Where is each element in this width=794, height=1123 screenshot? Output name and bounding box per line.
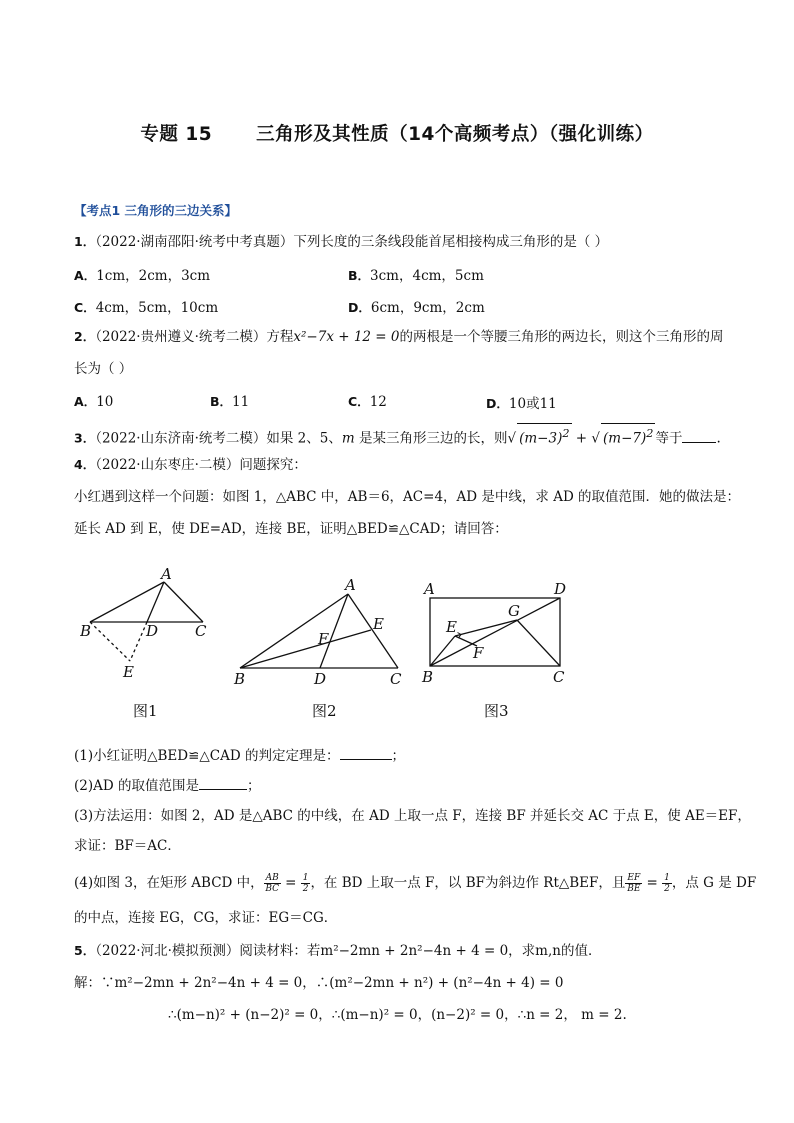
fig3-label-f: F [473, 644, 484, 662]
fig1-label-c: C [195, 622, 207, 640]
fig3-label-d: D [554, 580, 567, 598]
fig3-label-g: G [508, 602, 520, 620]
fig1-label-a: A [161, 565, 172, 583]
segment-de [130, 622, 147, 661]
question-5-solution-line1: 解：∵m²−2mn + 2n²−4n + 4 = 0，∴(m²−2mn + n²) + (n²−4n + 4) = 0 [74, 975, 564, 991]
segment-eg [455, 620, 517, 636]
fig1-label-b: B [80, 622, 92, 640]
title-text: 三角形及其性质（14个高频考点）（强化训练） [256, 124, 654, 145]
segment-ab [90, 582, 164, 622]
caption-figure-1: 图1 [133, 702, 158, 720]
answer-blank[interactable] [682, 428, 716, 443]
fig2-label-b: B [234, 670, 246, 688]
fig2-label-c: C [390, 670, 402, 688]
figure-2 [230, 572, 410, 692]
caption-figure-2: 图2 [312, 702, 337, 720]
question-4-part1: (1)小红证明△BED≌△CAD 的判定定理是： ； [74, 745, 405, 766]
question-4-part4: (4)如图 3，在矩形 ABCD 中， $\frac{AB}{BC}$ = $\frac{1}{2}$ ，在 BD 上取一点 F，以 BF为斜边作 Rt△BEF，且 $\frac{EF}{BE}$ = $\frac{1}{2}$ ，点 G 是 DF [74, 873, 757, 894]
question-1: 1．（2022·湖南邵阳·统考中考真题）下列长度的三条线段能首尾相接构成三角形的是（ ） [74, 234, 609, 250]
figure-3 [420, 580, 580, 692]
segment-ab [240, 594, 348, 668]
question-4-part3: (3)方法运用：如图 2，AD 是△ABC 的中线，在 AD 上取一点 F，连接 BF 并延长交 AC 于点 E，使 AE＝EF， [74, 808, 751, 824]
fig3-label-e: E [446, 618, 457, 636]
question-5: 5．（2022·河北·模拟预测）阅读材料：若m²−2mn + 2n²−4n + 4 = 0，求m,n的值． [74, 943, 602, 959]
question-4: 4．（2022·山东枣庄·二模）问题探究： [74, 457, 307, 473]
fig3-label-a: A [424, 580, 435, 598]
fig1-label-d: D [146, 622, 159, 640]
caption-figure-3: 图3 [484, 702, 509, 720]
segment-be [430, 636, 455, 666]
question-2-line2: 长为（ ） [74, 361, 133, 377]
segment-be [240, 630, 371, 668]
fig3-label-c: C [553, 668, 565, 686]
segment-ad [147, 582, 164, 622]
page-title [0, 120, 794, 146]
fig3-label-b: B [422, 668, 434, 686]
segment-ac [164, 582, 203, 622]
question-4-part4-line2: 的中点，连接 EG，CG，求证：EG＝CG． [74, 910, 338, 926]
fig2-label-f: F [318, 630, 329, 648]
figure-1 [80, 565, 220, 685]
q2-option-b: B．11 [210, 394, 250, 410]
question-3: 3．（2022·山东济南·统考二模）如果 2、5、m 是某三角形三边的长，则√ $(m-3)^2$ + √ $(m-7)^2$ 等于 . [74, 423, 721, 449]
fig1-label-e: E [123, 663, 134, 681]
q1-option-b: B．3cm，4cm，5cm [348, 268, 484, 284]
q2-option-a: A．10 [74, 394, 114, 410]
q1-option-a: A．1cm，2cm，3cm [74, 268, 211, 284]
fig2-label-d: D [314, 670, 327, 688]
q1-option-c: C．4cm，5cm，10cm [74, 300, 219, 316]
answer-blank[interactable] [340, 745, 392, 760]
title-number: 专题 15 [140, 124, 213, 145]
answer-blank[interactable] [199, 775, 247, 790]
q2-option-c: C．12 [348, 394, 387, 410]
question-2: 2．（2022·贵州遵义·统考二模）方程x²−7x + 12 = 0的两根是一个等腰三角形的两边长，则这个三角形的周 [74, 329, 724, 345]
question-4-part3-line2: 求证：BF＝AC． [74, 838, 181, 854]
topic-heading: 【考点1 三角形的三边关系】 [74, 203, 238, 218]
fig2-label-a: A [345, 576, 356, 594]
fig2-label-e: E [373, 615, 384, 633]
question-5-solution-line2: ∴(m−n)² + (n−2)² = 0，∴(m−n)² = 0，(n−2)² = 0，∴n = 2， m = 2. [168, 1007, 627, 1023]
question-4-part2: (2)AD 的取值范围是 ； [74, 775, 261, 796]
q2-option-d: D．10或11 [486, 396, 557, 412]
q1-option-d: D．6cm，9cm，2cm [348, 300, 485, 316]
question-4-para1: 小红遇到这样一个问题：如图 1，△ABC 中，AB＝6，AC=4，AD 是中线，求 AD 的取值范围．她的做法是： [74, 489, 741, 505]
segment-gc [517, 620, 560, 666]
segment-be [90, 622, 130, 661]
question-4-para2: 延长 AD 到 E，使 DE=AD，连接 BE，证明△BED≌△CAD；请回答： [74, 521, 508, 537]
